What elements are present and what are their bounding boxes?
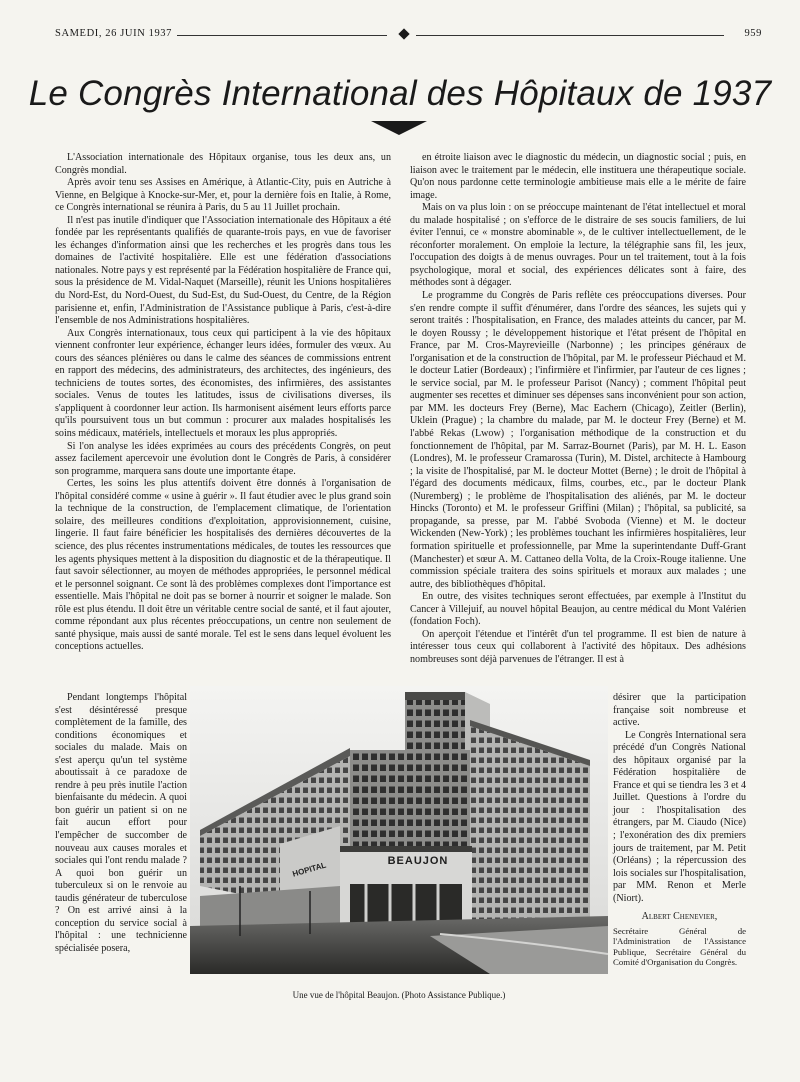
paragraph: L'Association internationale des Hôpitaux organise, tous les deux ans, un Congrès mondial. [55,152,391,176]
page-number: 959 [744,28,762,39]
wing-sign: HOPITAL [291,860,328,879]
paragraph: Aux Congrès internationaux, tous ceux qui participent à la vie des hôpitaux viennent confronter leur expérience, échanger leurs idées, formuler des vœux. Au cours des séances plénières ou dans le calme des séances de commissions entrent en rapport des médecins, des administrateurs, des architectes, des ingénieurs, des techniciens de toutes sortes, des économistes, des infirmières, des assistantes sociales. Venus de toutes les latitudes, issus de civilisations diverses, ils s'appliquent à coordonner leur action. Ils harmonisent aisément leurs efforts parce qu'ils poursuivent tous un but commun : procurer aux malades hospitalisés les soins médicaux, matériels, intellectuels et moraux les plus appropriés. [55,327,391,440]
paragraph: Il n'est pas inutile d'indiquer que l'Association internationale des Hôpitaux a été fondée par les représentants qualifiés de quarante-trois pays, en vue de favoriser les échanges d'information ainsi que les recherches et les progrès dans tous les domaines de l'activité hospitalière. Elle est une fédération d'associations nationales. Notre pays y est représenté par la Fédération hospitalière de France qui, sous la présidence de M. Vidal-Naquet (Marseille), réunit les Unions hospitalières du Nord-Est, du Nord-Ouest, du Sud-Est, du Sud-Ouest, du Centre, de la Région parisienne et, enfin, l'Administration de l'Assistance publique à Paris, c'est-à-dire l'ensemble de nos Administrations hospitalières. [55,214,391,327]
paragraph: Après avoir tenu ses Assises en Amérique, à Atlantic-City, puis en Autriche à Vienne, en Belgique à Knocke-sur-Mer, et, pour la dernière fois en Italie, à Rome, ce Congrès international se réunira à Paris, du 5 au 11 Juillet prochain. [55,177,391,214]
paragraph: en étroite liaison avec le diagnostic du médecin, un diagnostic social ; puis, en liaison avec le traitement par le médecin, elle instituera une thérapeutique sociale. Qu'on nous pardonne cette terminologie ambitieuse mais elle a le mérite de faire image. [410,152,746,201]
article-column-lower-left [55,692,187,955]
hospital-photo [190,686,608,974]
diamond-ornament-icon [398,28,409,39]
paragraph: Si l'on analyse les idées exprimées au cours des précédents Congrès, on peut assez facilement apercevoir une évolution dont le Congrès de Paris, à considérer son programme, marquera sans doute une importante étape. [55,440,391,477]
author-title: Secrétaire Général de l'Administration de l'Assistance Publique, Secrétaire Général du Comité d'Organisation du Congrès. [613,925,746,968]
signature-block [613,911,746,967]
article-column-right [410,152,746,666]
header-date: SAMEDI, 26 JUIN 1937 [55,28,172,39]
paragraph: désirer que la participation française soit nombreuse et active. [613,692,746,729]
page-header [55,28,762,46]
article-title: Le Congrès International des Hôpitaux de 1937 [28,74,772,113]
photo-caption: Une vue de l'hôpital Beaujon. (Photo Assistance Publique.) [292,990,506,1000]
paragraph: Le Congrès International sera précédé d'un Congrès National des hôpitaux organisé par la Fédération hospitalière de France et qui se tiendra les 3 et 4 Juillet. Questions à l'ordre du jour : l'hospitalisation des étrangers, par M. Ciaudo (Nice) ; l'exonération des dix premiers jours de traitement, par M. Petit (Orléans) ; la répercussion des lois sociales sur l'hospitalisation, par MM. Renon et Merle (Niort). [613,729,746,904]
paragraph: En outre, des visites techniques seront effectuées, par exemple à l'Institut du Cancer à Villejuif, au nouvel hôpital Beaujon, au centre médical du Mont Valérien (fondation Foch). [410,591,746,628]
header-rule-right [416,35,724,36]
paragraph: Certes, les soins les plus attentifs doivent être donnés à l'organisation de l'hôpital considéré comme « usine à guérir ». Il faut étudier avec le plus grand soin la technique de la construction, de l'emplacement climatique, de l'orientation solaire, des meilleures conditions d'exploitation, approvisionnement, cuisine, lingerie. Il faut faire bénéficier les hospitalisés des dernières découvertes de la science, des plus récentes instrumentations médicales, de toutes les ressources que les agents physiques mettent à la disposition du diagnostic et de la thérapeutique. Il faut savoir sélectionner, au moyen de méthodes appropriées, le personnel médical et le personnel soignant. Ce sont là des problèmes complexes dont l'importance est essentielle. Mais l'hôpital ne doit pas se borner à nourrir et soigner le malade. Son rôle est plus étendu. Il doit être un véritable centre social de santé, et il faut ajouter, comme répondant aux plus récentes préoccupations, un centre non seulement de santé physique, mais aussi de santé morale. Tel est le sens dans lequel évoluent les conceptions actuelles. [55,478,391,653]
article-column-lower-right [613,692,746,967]
paragraph: Pendant longtemps l'hôpital s'est désintéressé presque complètement de la famille, des conditions économiques et sociales du malade. Mais on s'est aperçu qu'un tel système aboutissait à ce paradoxe de rendre à peu près inutile l'action bienfaisante du médecin. A quoi bon guérir un patient si on ne fait aucun effort pour l'empêcher de succomber de nouveau aux causes morales et sociales qui l'ont rendu malade ? A quoi bon guérir un tuberculeux si on le renvoie au taudis générateur de tuberculose ? On est arrivé ainsi à la conception du service social à l'hôpital : une technicienne spécialisée posera, [55,692,187,954]
paragraph: Mais on va plus loin : on se préoccupe maintenant de l'état intellectuel et moral du malade hospitalisé ; on s'efforce de le distraire de ses soucis familiers, de lui éviter l'ennui, ce « monstre abominable », de le cultiver intellectuellement, de le réconforter moralement. On emploie la lecture, la télégraphie sans fil, les jeux, l'occupation des doigts à de menus ouvrages. Pour un tel traitement, tout à la fois psychologique, moral et social, des expériences délicates sont à faire, des méthodes sont à dégager. [410,202,746,289]
article-column-left [55,152,391,654]
paragraph: On aperçoit l'étendue et l'intérêt d'un tel programme. Il est bien de nature à intéresser tous ceux qui collaborent à l'activité des hôpitaux. Des adhésions nombreuses sont déjà parvenues de l'étranger. Il est à [410,628,746,665]
header-rule-left [177,35,387,36]
author-name: Albert Chenevier, [641,911,718,923]
building-sign: BEAUJON [387,855,449,867]
paragraph: Le programme du Congrès de Paris reflète ces préoccupations diverses. Pour s'en rendre compte il suffit d'énumérer, dans l'ordre des séances, les sujets qui y seront traités : l'hospitalisation, en France, des malades atteints du cancer, par M. le doyen Roussy ; le développement historique et l'état présent de l'hôpital en France, par M. Cros-Mayrevieille (Narbonne) ; les principes généraux de l'organisation et de la construction de l'hôpital, par M. le professeur Piéchaud et M. le docteur Latier (Bordeaux) ; l'infirmière et l'infirmier, par l'auteur de ces lignes ; le service social, par M. le professeur Parisot (Nancy) ; comment l'hôpital peut augmenter ses recettes et diminuer ses dépenses sans inconvénient pour son action, par MM. les docteurs Frey (Berne), Mac Eachern (Chicago), Zeitler (Berlin), Uklein (Prague) ; la chambre du malade, par M. le docteur Frey (Berne) et M. l'abbé Rekas (Lwow) ; l'organisation méthodique de la construction et du fonctionnement de l'hôpital, par M. Sarraz-Bournet (Paris), par M. H. L. Eason (Londres), M. le professeur Cramarossa (Turin), M. Distel, architecte à Hambourg ; la visite de l'hospitalisé, par M. le docteur Mottet (Berne) ; le droit de l'hôpital à l'égard des documents médicaux, films, courbes, etc., par le docteur Plank (Nuremberg) ; le problème de l'hospitalisation des aliénés, par M. le docteur Hincks (Toronto) et M. le professeur Griffini (Milan) ; l'hôpital, sa publicité, sa propagande, sa presse, par M. l'abbé Svoboda (Vienne) et M. le docteur Wickenden (New-York) ; les problèmes touchant les infirmières hospitalières, leur formation spirituelle et professionnelle, par Mme la superintendante Duff-Grant (Manchester) et sœur A. M. Cattaneo della Volta, de la Croix-Rouge italienne. Une commission spéciale traitera des soins spirituels et moraux aux malades ; une autre, des bibliothèques d'hôpital. [410,290,746,590]
title-arrow-icon [371,121,427,135]
